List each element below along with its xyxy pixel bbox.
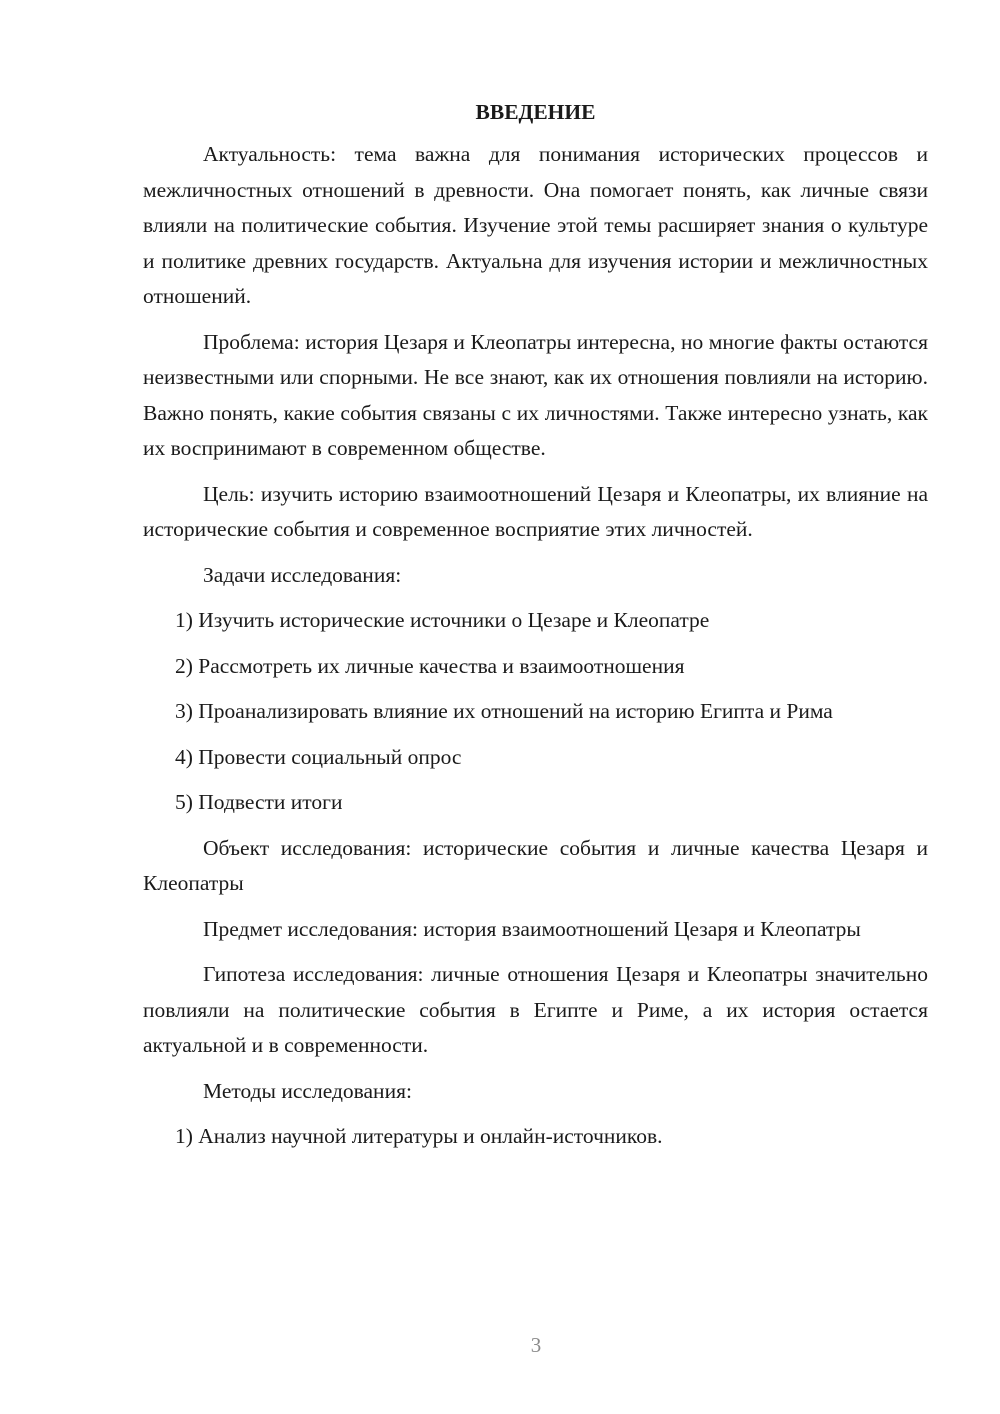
object-paragraph: Объект исследования: исторические события и личные качества Цезаря и Клеопатры: [143, 835, 928, 895]
section-title: ВВЕДЕНИЕ: [475, 100, 596, 124]
page-number: 3: [530, 1333, 542, 1357]
page-content: [143, 96, 928, 1165]
task-item-5: 5) Подвести итоги: [175, 790, 343, 814]
task-item-4: 4) Провести социальный опрос: [175, 744, 462, 769]
task-item-1: 1) Изучить исторические источники о Цезаре и Клеопатре: [175, 608, 710, 632]
task-item-3: 3) Проанализировать влияние их отношений на историю Египта и Рима: [175, 699, 833, 723]
hypothesis-paragraph: Гипотеза исследования: личные отношения Цезаря и Клеопатры значительно повлияли на политические события в Египте и Риме, а их история остается актуальной и в современности.: [143, 962, 928, 1057]
task-item-2: 2) Рассмотреть их личные качества и взаимоотношения: [175, 653, 685, 678]
methods-heading: Методы исследования:: [203, 1078, 412, 1103]
method-item-1: 1) Анализ научной литературы и онлайн-источников.: [175, 1124, 663, 1148]
relevance-paragraph: Актуальность: тема важна для понимания исторических процессов и межличностных отношений в древности. Она помогает понять, как личные связи влияли на политические события. Изучение этой темы расширяет знания о культуре и политике древних государств. Актуальна для изучения истории и межличностных отношений.: [143, 142, 928, 308]
problem-paragraph: Проблема: история Цезаря и Клеопатры интересна, но многие факты остаются неизвестными или спорными. Не все знают, как их отношения повлияли на историю. Важно понять, какие события связаны с их личностями. Также интересно узнать, как их воспринимают в современном обществе.: [143, 329, 928, 460]
tasks-heading: Задачи исследования:: [203, 562, 402, 587]
goal-paragraph: Цель: изучить историю взаимоотношений Цезаря и Клеопатры, их влияние на исторические события и современное восприятие этих личностей.: [143, 481, 928, 541]
subject-paragraph: Предмет исследования: история взаимоотношений Цезаря и Клеопатры: [203, 916, 861, 941]
